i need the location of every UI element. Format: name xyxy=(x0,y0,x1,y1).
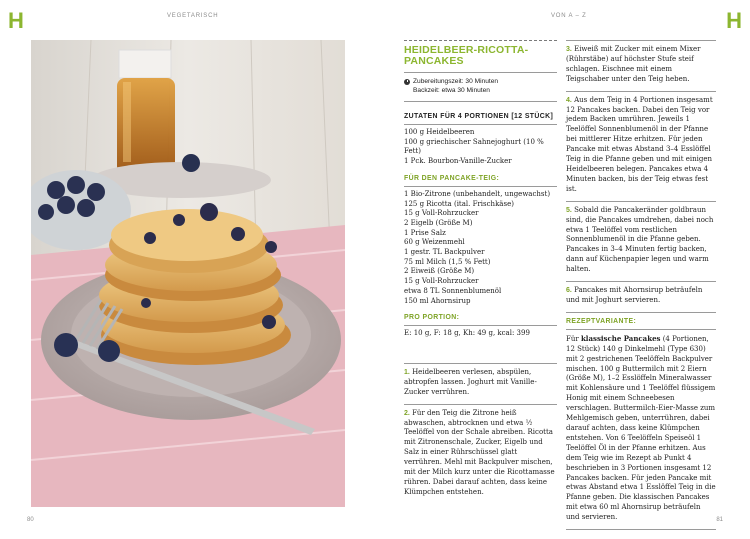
step-number: 3. xyxy=(566,46,572,53)
step-text: Für den Teig die Zitrone heiß abwaschen, abtrocknen und etwa ½ Teelöffel von der Schale abreiben. Ricotta mit Zitronenschale, Zucker, Eigelb und Salz in einer Rührschüssel glatt verrühren. Mehl mit Backpulver mischen, mit der Milch kurz unter die Ricottamasse rühren. Dabei darauf achten, dass keine Klümpchen entstehen. xyxy=(404,408,555,496)
pancake-photo xyxy=(31,40,345,507)
ingredient-item: 1 Bio-Zitrone (unbehandelt, ungewachst) xyxy=(404,189,551,198)
nutrition-section xyxy=(404,306,557,339)
step-number: 1. xyxy=(404,368,410,376)
variant-body: (4 Portionen, 12 Stück) 140 g Dinkelmehl (Type 630) mit 2 gestrichenen Teelöffeln Backpulver mischen. 100 g Buttermilch mit 2 Eiern (Größe M), 1–2 Esslöffeln Mineralwasser mit Kohlensäure und 1 Teelöffel flüssigem Honig mit einem Schneebesen verschlagen. Buttermilch-Eier-Masse zum Mehlgemisch geben, unterrühren, dabei darauf achten, dass keine Klümpchen entstehen. Von 6 Teelöffeln Speiseöl 1 Teelöffel Öl in der Pfanne erhitzen. Aus dem Teig wie im Rezept ab Punkt 4 beschrieben in 3 Portionen insgesamt 12 Pancakes backen. Für jeden Pancake mit etwas Abstand etwa 1 Esslöffel Teig in die Pfanne geben. Die klassischen Pancakes mit etwa 60 ml Ahornsirup beträufeln und servieren. xyxy=(566,334,716,522)
ingredient-item: 1 Prise Salz xyxy=(404,228,446,237)
page-number-left: 80 xyxy=(27,517,34,523)
divider xyxy=(404,325,557,326)
page-letter-right: H xyxy=(726,8,742,33)
pancake-illustration xyxy=(31,40,345,507)
divider xyxy=(566,529,716,530)
ingredient-item: 100 g griechischer Sahnejoghurt (10 % Fett) xyxy=(404,137,544,156)
step-number: 5. xyxy=(566,206,572,214)
time-box xyxy=(404,73,557,101)
clock-icon xyxy=(404,79,410,85)
nutrition-header: PRO PORTION: xyxy=(404,314,460,322)
page-number-right: 81 xyxy=(716,517,723,523)
divider xyxy=(404,124,557,125)
step-text: Heidelbeeren verlesen, abspülen, abtropfen lassen. Joghurt mit Vanille-Zucker verrühren. xyxy=(404,367,537,396)
ingredient-item: 1 gestr. TL Backpulver xyxy=(404,248,485,257)
recipe-column-2 xyxy=(566,40,716,530)
step-text: Eiweiß mit Zucker mit einem Mixer (Rührstäbe) auf höchster Stufe steif schlagen. Eischnee mit einem Teigschaber unter den Teig heben. xyxy=(566,45,701,83)
ingredient-item: 1 Pck. Bourbon-Vanille-Zucker xyxy=(404,157,512,166)
dough-section xyxy=(404,167,557,306)
variant-header: REZEPTVARIANTE: xyxy=(566,317,637,325)
divider xyxy=(404,186,557,187)
step-1 xyxy=(404,364,557,404)
bake-time: Backzeit: etwa 30 Minuten xyxy=(413,86,490,94)
step-3 xyxy=(566,41,716,91)
ingredient-item: 125 g Ricotta (ital. Frischkäse) xyxy=(404,199,514,208)
ingredient-item: 150 ml Ahornsirup xyxy=(404,296,471,305)
ingredient-item: 15 g Voll-Rohrzucker xyxy=(404,277,479,286)
nutrition-values: E: 10 g, F: 18 g, Kh: 49 g, kcal: 399 xyxy=(404,329,530,338)
variant-name: klassische Pancakes xyxy=(580,333,661,343)
ingredient-item: 75 ml Milch (1,5 % Fett) xyxy=(404,257,491,266)
running-head-right: VON A – Z xyxy=(551,13,587,19)
ingredients-header: ZUTATEN FÜR 4 PORTIONEN [12 STÜCK] xyxy=(404,113,554,120)
step-text: Sobald die Pancakeränder goldbraun sind, die Pancakes umdrehen, dabei noch etwa 1 Teelöffel vom restlichen Sonnenblumenöl in die Pfanne geben. Pancakes in 3–4 Minuten fertig backen, dann auf Küchenpapier legen und warm halten. xyxy=(566,205,714,274)
ingredients-section xyxy=(404,102,557,167)
ingredient-item: etwa 8 TL Sonnenblumenöl xyxy=(404,286,502,295)
step-6 xyxy=(566,282,716,312)
dough-header: FÜR DEN PANCAKE-TEIG: xyxy=(404,174,500,182)
step-number: 2. xyxy=(404,409,410,417)
ingredient-item: 100 g Heidelbeeren xyxy=(404,128,475,136)
recipe-column-1 xyxy=(404,40,557,504)
recipe-title: HEIDELBEER-RICOTTA-PANCAKES xyxy=(404,44,529,67)
prep-time: Zubereitungszeit: 30 Minuten xyxy=(413,78,499,85)
step-number: 6. xyxy=(566,287,572,295)
ingredient-item: 2 Eigelb (Größe M) xyxy=(404,218,473,227)
step-4 xyxy=(566,92,716,201)
step-number: 4. xyxy=(566,96,572,104)
step-text: Pancakes mit Ahornsirup beträufeln und mit Joghurt servieren. xyxy=(566,286,703,304)
running-head-left: VEGETARISCH xyxy=(167,13,219,19)
step-2 xyxy=(404,405,557,504)
variant-intro: Für xyxy=(566,334,579,343)
page-letter-left: H xyxy=(8,8,24,33)
variant-text xyxy=(566,333,716,529)
divider xyxy=(566,329,716,330)
ingredient-item: 60 g Weizenmehl xyxy=(404,238,465,247)
step-5 xyxy=(566,202,716,281)
ingredient-item: 15 g Voll-Rohrzucker xyxy=(404,209,479,218)
step-text: Aus dem Teig in 4 Portionen insgesamt 12 Pancakes backen. Dabei den Teig vor jedem Backen umrühren. Jeweils 1 Teelöffel Sonnenblumenöl in der Pfanne bei mittlerer Hitze erhitzen. Für jeden Pancake mit etwas Abstand 3–4 Esslöffel Teig in die Pfanne geben und mit einigen Heidelbeeren belegen. Pancakes etwa 4 Minuten backen, bis der Teig etwas fest ist. xyxy=(566,95,713,193)
ingredient-item: 2 Eiweiß (Größe M) xyxy=(404,267,475,276)
